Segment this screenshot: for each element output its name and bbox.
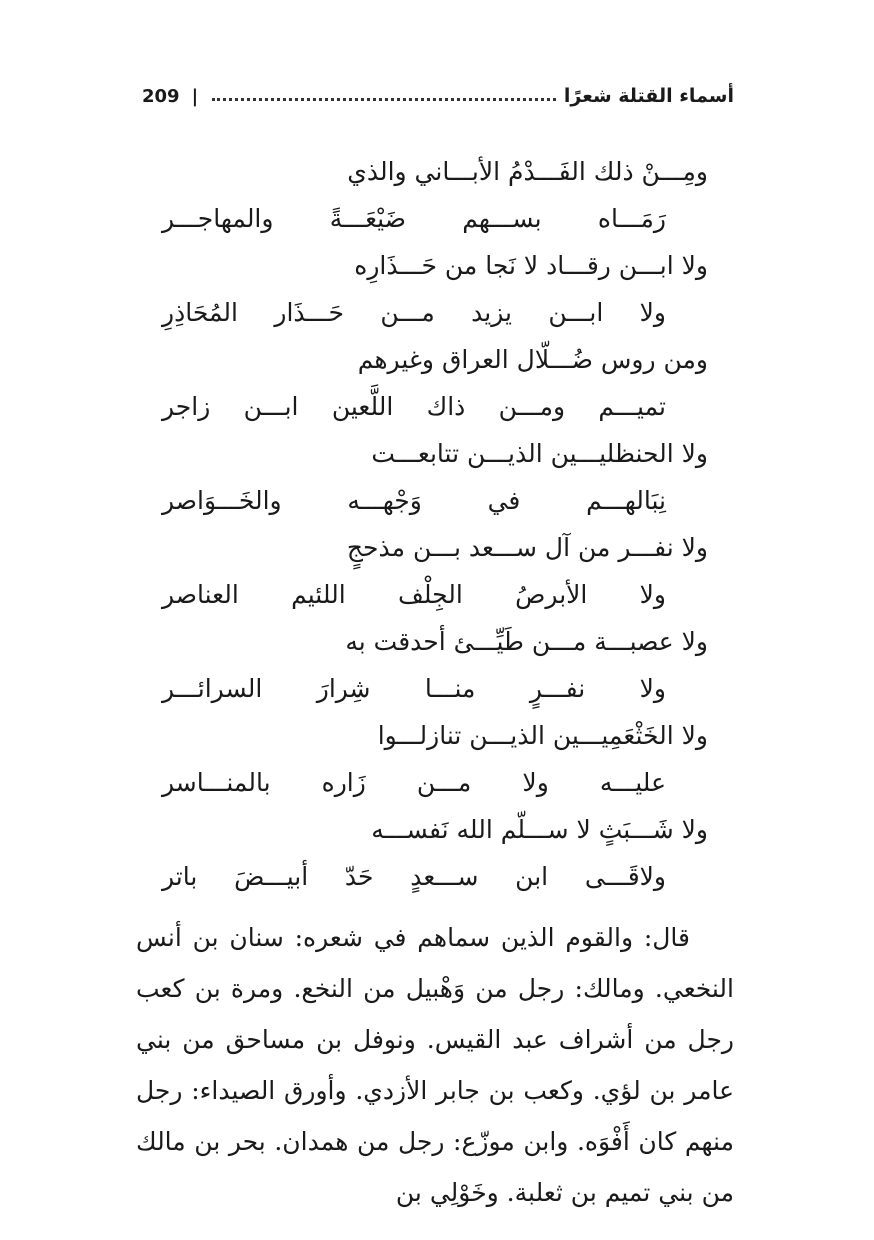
running-header	[142, 78, 734, 114]
verse-first-hemistich: ولا نفـــر من آل ســـعد بـــن مذحجٍ	[346, 533, 708, 562]
verse-first-hemistich: ولا شَـــبَثٍ لا ســـلّم الله نَفســـه	[371, 815, 708, 844]
verse-second-hemistich: ولا نفـــرٍ منـــا شِرارَ السرائـــر	[162, 674, 666, 703]
verse-second-hemistich: تميـــم ومـــن ذاك اللَّعين ابـــن زاجر	[162, 392, 666, 421]
verse-second-hemistich: عليـــه ولا مـــن زَاره بالمنـــاسر	[162, 768, 666, 797]
running-title: أسماء القتلة شعرًا	[563, 85, 734, 107]
verse-second-hemistich: ولاقَـــى ابن ســـعدٍ حَدّ أبيـــضَ باتر	[162, 862, 666, 891]
verse-first-hemistich: ومن روس ضُـــلّال العراق وغيرهم	[357, 345, 708, 374]
header-dot-leader	[212, 98, 556, 101]
header-separator: |	[191, 85, 199, 107]
poem	[162, 148, 710, 900]
verse-first-hemistich: ولا الحنظليـــين الذيـــن تتابعـــت	[371, 439, 708, 468]
prose-paragraph: قال: والقوم الذين سماهم في شعره: سنان بن أنس النخعي. ومالك: رجل من وَهْبيل من النخع. ومرة بن كعب رجل من أشراف عبد القيس. ونوفل بن مساحق من بني عامر بن لؤي. وكعب بن جابر الأزدي. وأورق الصيداء: رجل منهم كان أَفْوَه. وابن موزّع: رجل من همدان. بحر بن مالك من بني تميم بن ثعلبة. وخَوْلِي بن	[136, 923, 734, 1207]
prose-body	[136, 912, 734, 1218]
verse-first-hemistich: ولا ابـــن رقـــاد لا نَجا من حَـــذَارِه	[354, 251, 708, 280]
verse-second-hemistich: ولا ابـــن يزيد مـــن حَـــذَار المُحَاذِرِ	[162, 298, 666, 327]
verse-first-hemistich: ولا الخَثْعَمِيـــين الذيـــن تنازلـــوا	[377, 721, 708, 750]
verse-second-hemistich: نِبَالهـــم في وَجْهـــه والخَـــوَاصر	[162, 486, 666, 515]
verse-first-hemistich: ولا عصبـــة مـــن طَيِّـــئ أحدقت به	[345, 627, 708, 656]
verse-first-hemistich: ومِـــنْ ذلك الفَـــدْمُ الأبـــاني والذي	[347, 157, 708, 186]
page-number: 209	[142, 85, 180, 107]
verse-second-hemistich: ولا الأبرصُ الجِلْف اللئيم العناصر	[162, 580, 666, 609]
verse-second-hemistich: رَمَـــاه بســـهم ضَيْعَـــةً والمهاجـــر	[162, 204, 666, 233]
